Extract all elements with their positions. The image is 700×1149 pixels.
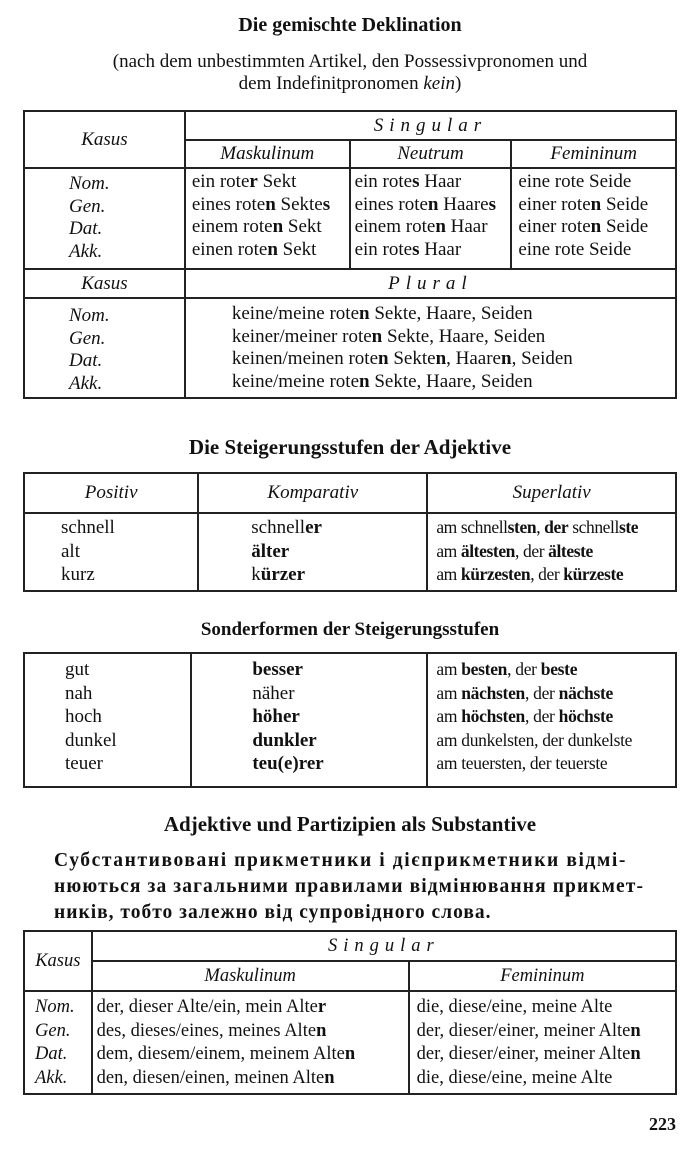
substantive-mask-dat: dem, diesem/einem, meinem Alten: [96, 1044, 356, 1064]
positiv-kurz: kurz: [61, 564, 95, 585]
fem-gen: einer roten Seide: [518, 193, 649, 215]
case-dat: Dat.: [69, 218, 103, 239]
plural-gen: keiner/meiner roten Sekte, Haare, Seiden: [231, 325, 546, 347]
mask-nom: ein roter Sekt: [191, 171, 297, 192]
komparativ-column: [198, 513, 427, 591]
substantive-table: [23, 930, 677, 1095]
substantive-case-akk: Akk.: [35, 1067, 68, 1088]
special-positiv-column: [24, 653, 191, 787]
case-gen-plural: Gen.: [69, 327, 106, 349]
maskulinum-column: [185, 168, 350, 269]
case-column-plural: [24, 298, 185, 398]
substantive-case-gen: Gen.: [35, 1020, 71, 1041]
special-positiv-hoch: hoch: [65, 706, 102, 727]
neut-dat: einem roten Haar: [354, 216, 488, 237]
case-akk-plural: Akk.: [69, 372, 103, 394]
komparativ-header: Komparativ: [198, 473, 427, 513]
page-number: 223: [649, 1114, 676, 1134]
fem-akk: eine rote Seide: [518, 238, 632, 260]
plural-dat: keinen/meinen roten Sekten, Haaren, Seiden: [231, 348, 573, 369]
case-dat-plural: Dat.: [69, 350, 103, 371]
case-column: [24, 168, 185, 269]
paragraph-line2: нюються за загальними правилами відмінювання прикмет-: [54, 876, 645, 897]
plural-akk: keine/meine roten Sekte, Haare, Seiden: [231, 370, 533, 392]
mask-gen: eines roten Sektes: [191, 193, 331, 215]
positiv-header: Positiv: [24, 473, 198, 513]
section4-title: Adjektive und Partizipien als Substantive: [163, 812, 537, 836]
case-nom-plural: Nom.: [69, 305, 110, 326]
plural-nom: keine/meine roten Sekte, Haare, Seiden: [231, 303, 533, 324]
komparativ-aelter: älter: [251, 540, 290, 562]
special-komparativ-naeher: näher: [252, 682, 295, 704]
special-superlativ-teuerste: am teuersten, der teuerste: [436, 753, 608, 773]
substantive-femininum-column: [409, 991, 676, 1094]
special-komparativ-dunkler: dunkler: [252, 729, 317, 751]
mixed-declension-table: [23, 110, 677, 399]
kasus-header: Kasus: [24, 111, 185, 168]
mask-akk: einen roten Sekt: [191, 238, 317, 260]
positiv-schnell: schnell: [61, 517, 115, 538]
special-positiv-gut: gut: [65, 659, 90, 680]
superlativ-schnellste: am schnellsten, der schnellste: [436, 517, 639, 537]
superlativ-aelteste: am ältesten, der älteste: [436, 540, 593, 561]
substantive-mask-akk: den, diesen/einen, meinen Alten: [96, 1067, 335, 1088]
section2-title: Die Steigerungsstufen der Adjektive: [188, 435, 512, 459]
comparison-table: [23, 472, 677, 592]
singular-header: Singular: [185, 111, 676, 140]
substantive-fem-gen: der, dieser/einer, meiner Alten: [416, 1020, 641, 1041]
substantive-fem-akk: die, diese/eine, meine Alte: [416, 1067, 613, 1088]
substantive-singular-header: Singular: [92, 931, 676, 961]
komparativ-schneller: schneller: [251, 517, 322, 538]
positiv-column: [24, 513, 198, 591]
special-superlativ-column: [427, 653, 676, 787]
substantive-case-dat: Dat.: [35, 1044, 68, 1064]
special-superlativ-naechste: am nächsten, der nächste: [436, 682, 613, 703]
special-positiv-teuer: teuer: [65, 753, 103, 774]
komparativ-kuerzer: kürzer: [251, 564, 306, 585]
ukrainian-paragraph: [54, 848, 654, 926]
case-gen: Gen.: [69, 195, 106, 217]
substantive-case-column: [24, 991, 92, 1094]
neut-gen: eines roten Haares: [354, 193, 497, 215]
special-positiv-dunkel: dunkel: [65, 729, 117, 751]
special-superlativ-dunkelste: am dunkelsten, der dunkelste: [436, 729, 633, 750]
neutrum-column: [350, 168, 512, 269]
superlativ-column: [427, 513, 676, 591]
neutrum-header: Neutrum: [350, 140, 512, 168]
kasus-header-plural: Kasus: [24, 269, 185, 298]
neut-nom: ein rotes Haar: [354, 171, 462, 192]
special-komparativ-column: [191, 653, 427, 787]
superlativ-header: Superlativ: [427, 473, 676, 513]
substantive-maskulinum-column: [92, 991, 409, 1094]
plural-header: Plural: [185, 269, 676, 298]
special-superlativ-hoechste: am höchsten, der höchste: [436, 706, 613, 726]
special-forms-table: [23, 652, 677, 788]
paragraph-line1: Субстантивовані прикметники і дієприкметники відмі-: [54, 850, 627, 871]
fem-nom: eine rote Seide: [518, 171, 632, 192]
special-komparativ-teurer: teu(e)rer: [252, 753, 324, 774]
substantive-fem-nom: die, diese/eine, meine Alte: [416, 997, 613, 1017]
substantive-mask-nom: der, dieser Alte/ein, mein Alter: [96, 997, 327, 1017]
section1-subtitle-line2: dem Indefinitpronomen kein): [238, 73, 462, 94]
substantive-case-nom: Nom.: [35, 997, 75, 1017]
section1-title: Die gemischte Deklination: [238, 14, 462, 36]
substantive-mask-gen: des, dieses/eines, meines Alten: [96, 1020, 327, 1041]
neut-akk: ein rotes Haar: [354, 238, 462, 260]
paragraph-line3: ників, тобто залежно від супровідного слова.: [54, 902, 492, 923]
positiv-alt: alt: [61, 540, 80, 562]
mask-dat: einem roten Sekt: [191, 216, 322, 237]
substantive-kasus-header: Kasus: [24, 931, 92, 991]
maskulinum-header: Maskulinum: [185, 140, 350, 168]
special-komparativ-hoeher: höher: [252, 706, 300, 727]
section1-subtitle-line1: (nach dem unbestimmten Artikel, den Possessivpronomen und: [112, 51, 588, 72]
femininum-column: [511, 168, 676, 269]
plural-forms: [185, 298, 676, 398]
special-positiv-nah: nah: [65, 682, 93, 704]
substantive-fem-dat: der, dieser/einer, meiner Alten: [416, 1044, 641, 1064]
fem-dat: einer roten Seide: [518, 216, 649, 237]
case-akk: Akk.: [69, 240, 103, 262]
substantive-femininum-header: Femininum: [409, 961, 676, 991]
special-komparativ-besser: besser: [252, 659, 303, 680]
femininum-header: Femininum: [511, 140, 676, 168]
section3-title: Sonderformen der Steigerungsstufen: [200, 619, 500, 640]
superlativ-kuerzeste: am kürzesten, der kürzeste: [436, 564, 624, 584]
substantive-maskulinum-header: Maskulinum: [92, 961, 409, 991]
special-superlativ-beste: am besten, der beste: [436, 659, 578, 679]
case-nom: Nom.: [69, 173, 110, 194]
